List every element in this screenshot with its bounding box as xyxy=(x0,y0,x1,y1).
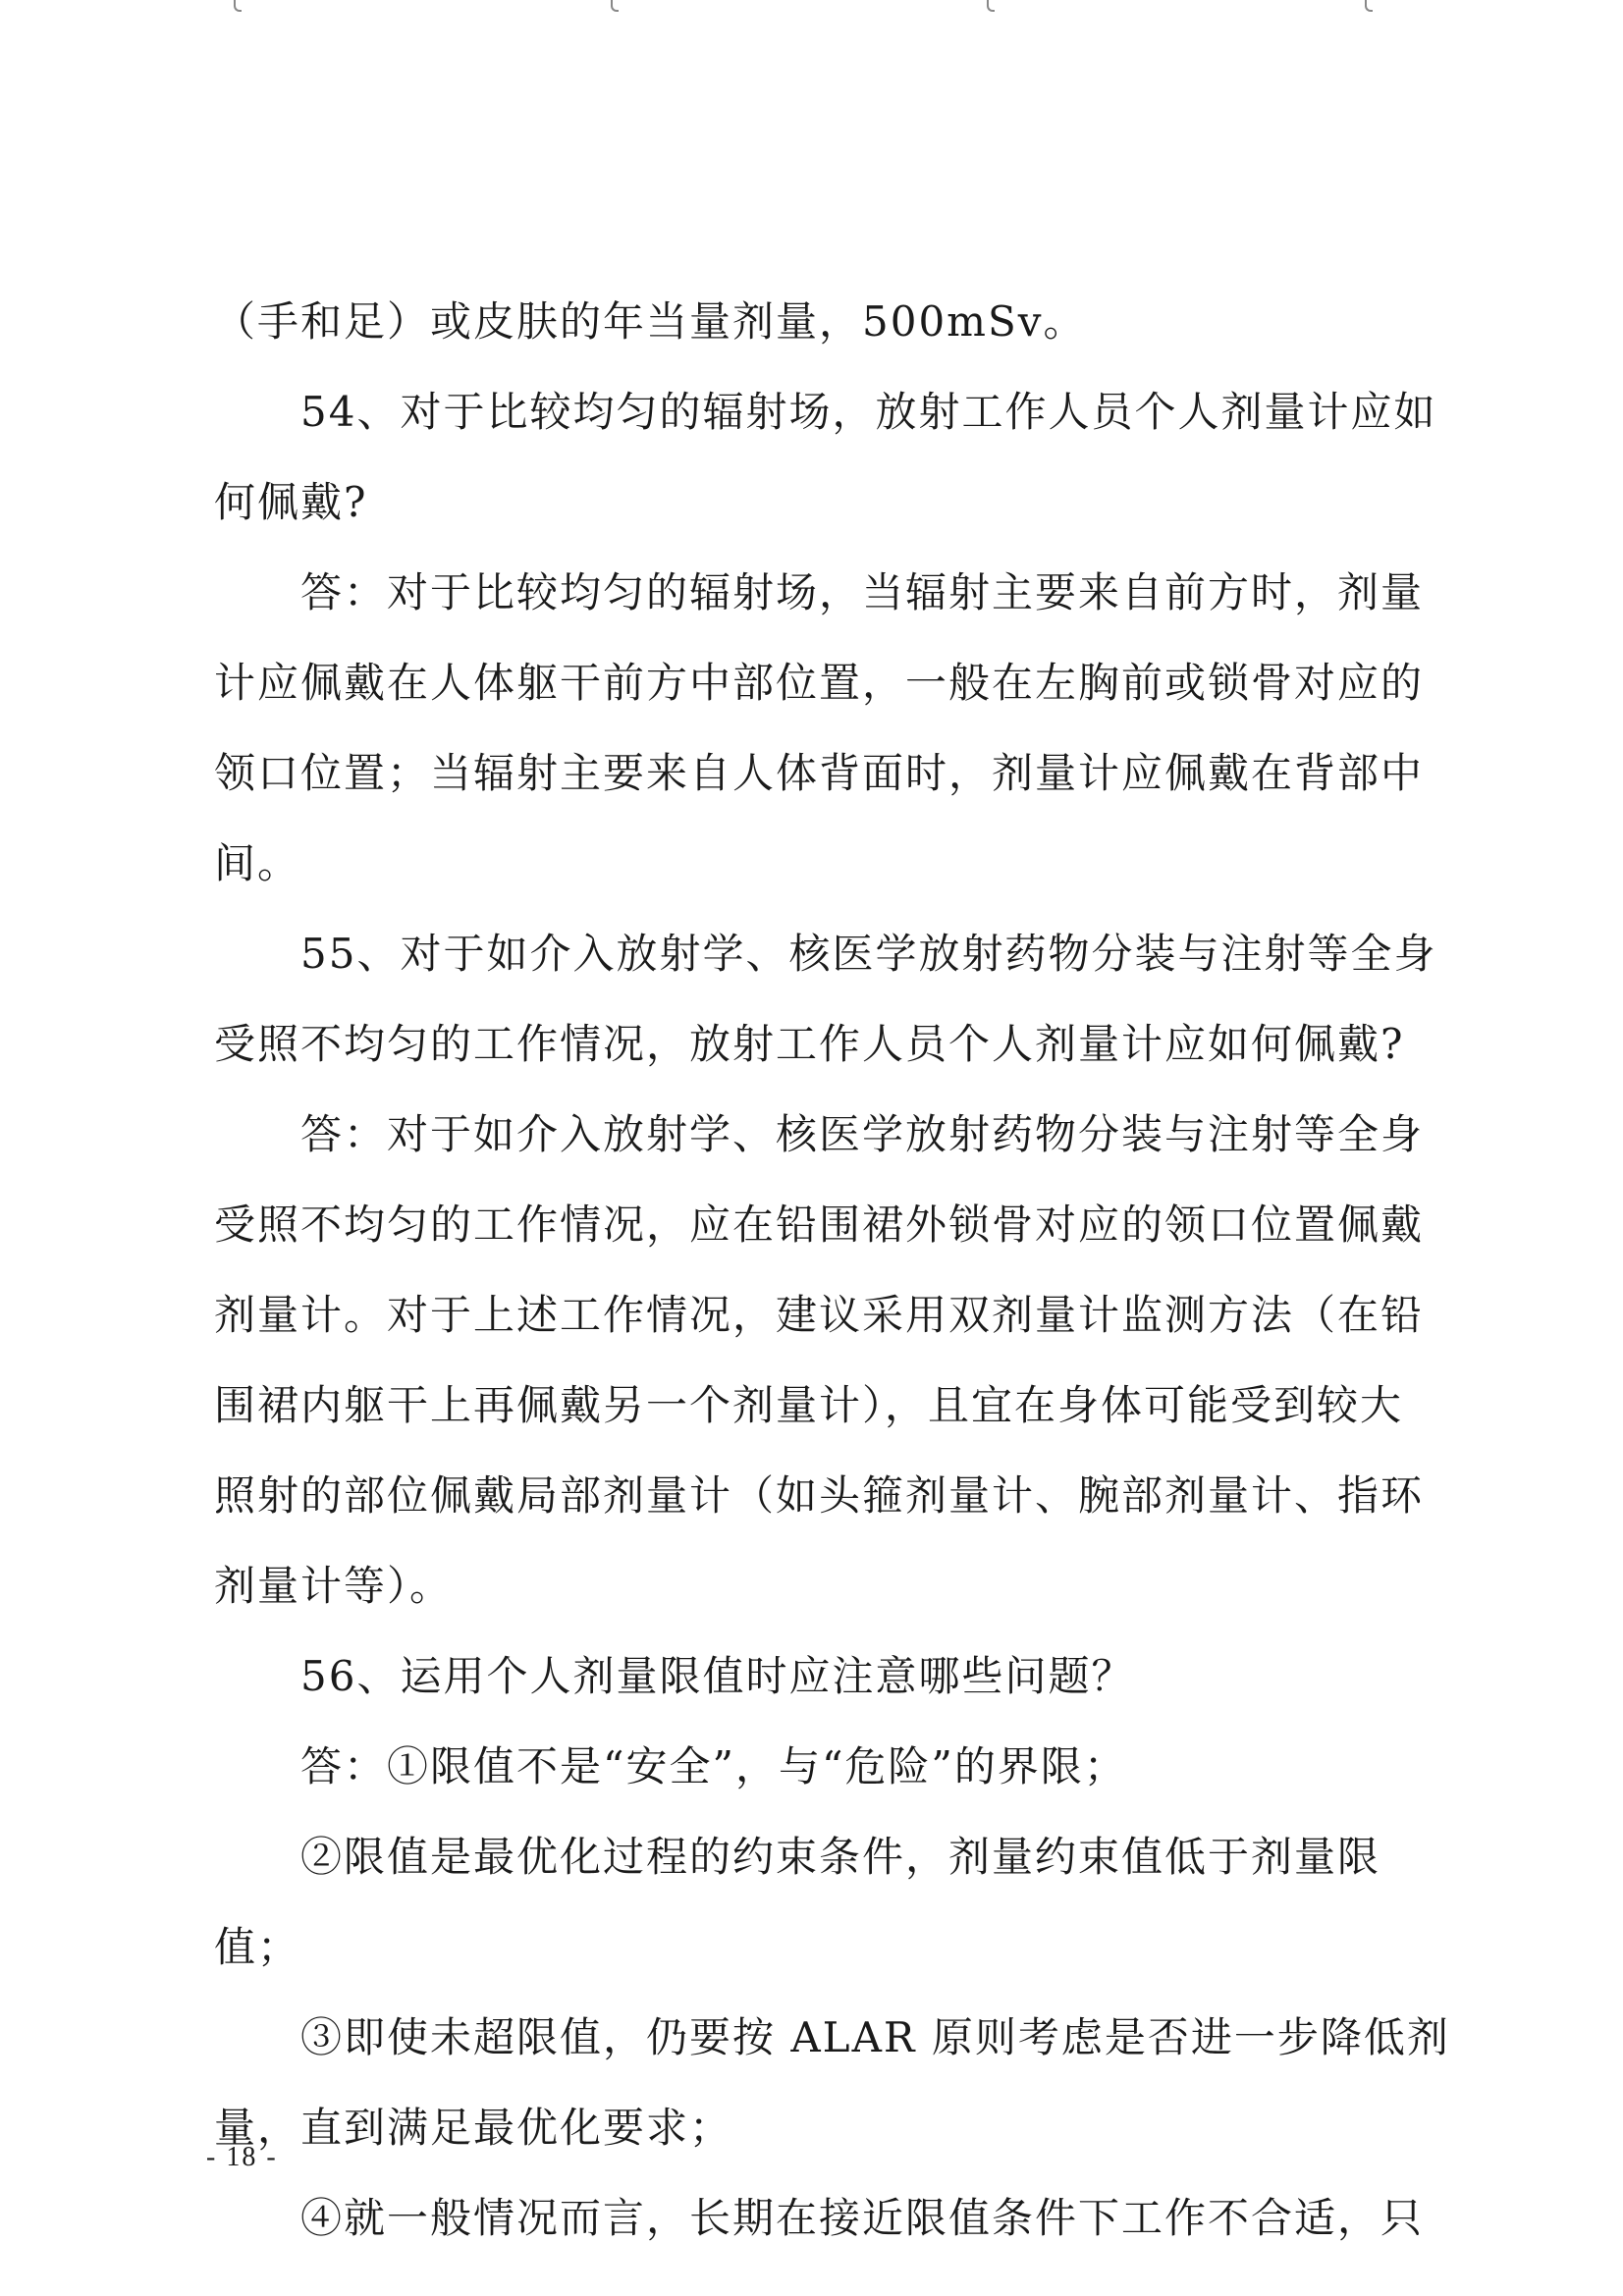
document-body xyxy=(214,277,1450,2264)
text-line: 间。 xyxy=(214,839,301,887)
text-line: 何佩戴? xyxy=(214,478,368,526)
text-line: 领口位置；当辐射主要来自人体背面时，剂量计应佩戴在背部中 xyxy=(214,749,1425,797)
top-edge-marks xyxy=(0,0,1623,14)
text-line: 值； xyxy=(214,1923,301,1971)
text-line: 照射的部位佩戴局部剂量计（如头箍剂量计、腕部剂量计、指环 xyxy=(214,1471,1425,1520)
edge-mark xyxy=(987,0,995,12)
question-55: 55、对于如介入放射学、核医学放射药物分装与注射等全身 xyxy=(300,930,1437,978)
answer-54: 答：对于比较均匀的辐射场，当辐射主要来自前方时，剂量 xyxy=(300,568,1425,616)
answer-56-point-2: ②限值是最优化过程的约束条件，剂量约束值低于剂量限 xyxy=(300,1833,1381,1881)
text-line: （手和足）或皮肤的年当量剂量，500mSv。 xyxy=(214,297,1087,346)
text-line: 围裙内躯干上再佩戴另一个剂量计），且宜在身体可能受到较大 xyxy=(214,1381,1404,1429)
text-line: 量，直到满足最优化要求； xyxy=(214,2104,733,2152)
page-number: - 18 - xyxy=(206,2142,278,2172)
text-line: 剂量计等）。 xyxy=(214,1562,454,1610)
answer-55: 答：对于如介入放射学、核医学放射药物分装与注射等全身 xyxy=(300,1110,1425,1158)
edge-mark xyxy=(234,0,242,12)
text-line: 受照不均匀的工作情况，放射工作人员个人剂量计应如何佩戴? xyxy=(214,1020,1405,1068)
edge-mark xyxy=(1365,0,1373,12)
text-line: 剂量计。对于上述工作情况，建议采用双剂量计监测方法（在铅 xyxy=(214,1291,1425,1339)
text-line: 受照不均匀的工作情况，应在铅围裙外锁骨对应的领口位置佩戴 xyxy=(214,1201,1425,1249)
question-54: 54、对于比较均匀的辐射场，放射工作人员个人剂量计应如 xyxy=(300,388,1437,436)
edge-mark xyxy=(611,0,619,12)
answer-56-point-3: ③即使未超限值，仍要按 ALAR 原则考虑是否进一步降低剂 xyxy=(300,2013,1450,2061)
answer-56: 答：①限值不是“安全”，与“危险”的界限； xyxy=(300,1742,1127,1790)
answer-56-point-4: ④就一般情况而言，长期在接近限值条件下工作不合适，只 xyxy=(300,2194,1425,2242)
text-line: 计应佩戴在人体躯干前方中部位置，一般在左胸前或锁骨对应的 xyxy=(214,659,1425,707)
question-56: 56、运用个人剂量限值时应注意哪些问题？ xyxy=(300,1652,1135,1700)
